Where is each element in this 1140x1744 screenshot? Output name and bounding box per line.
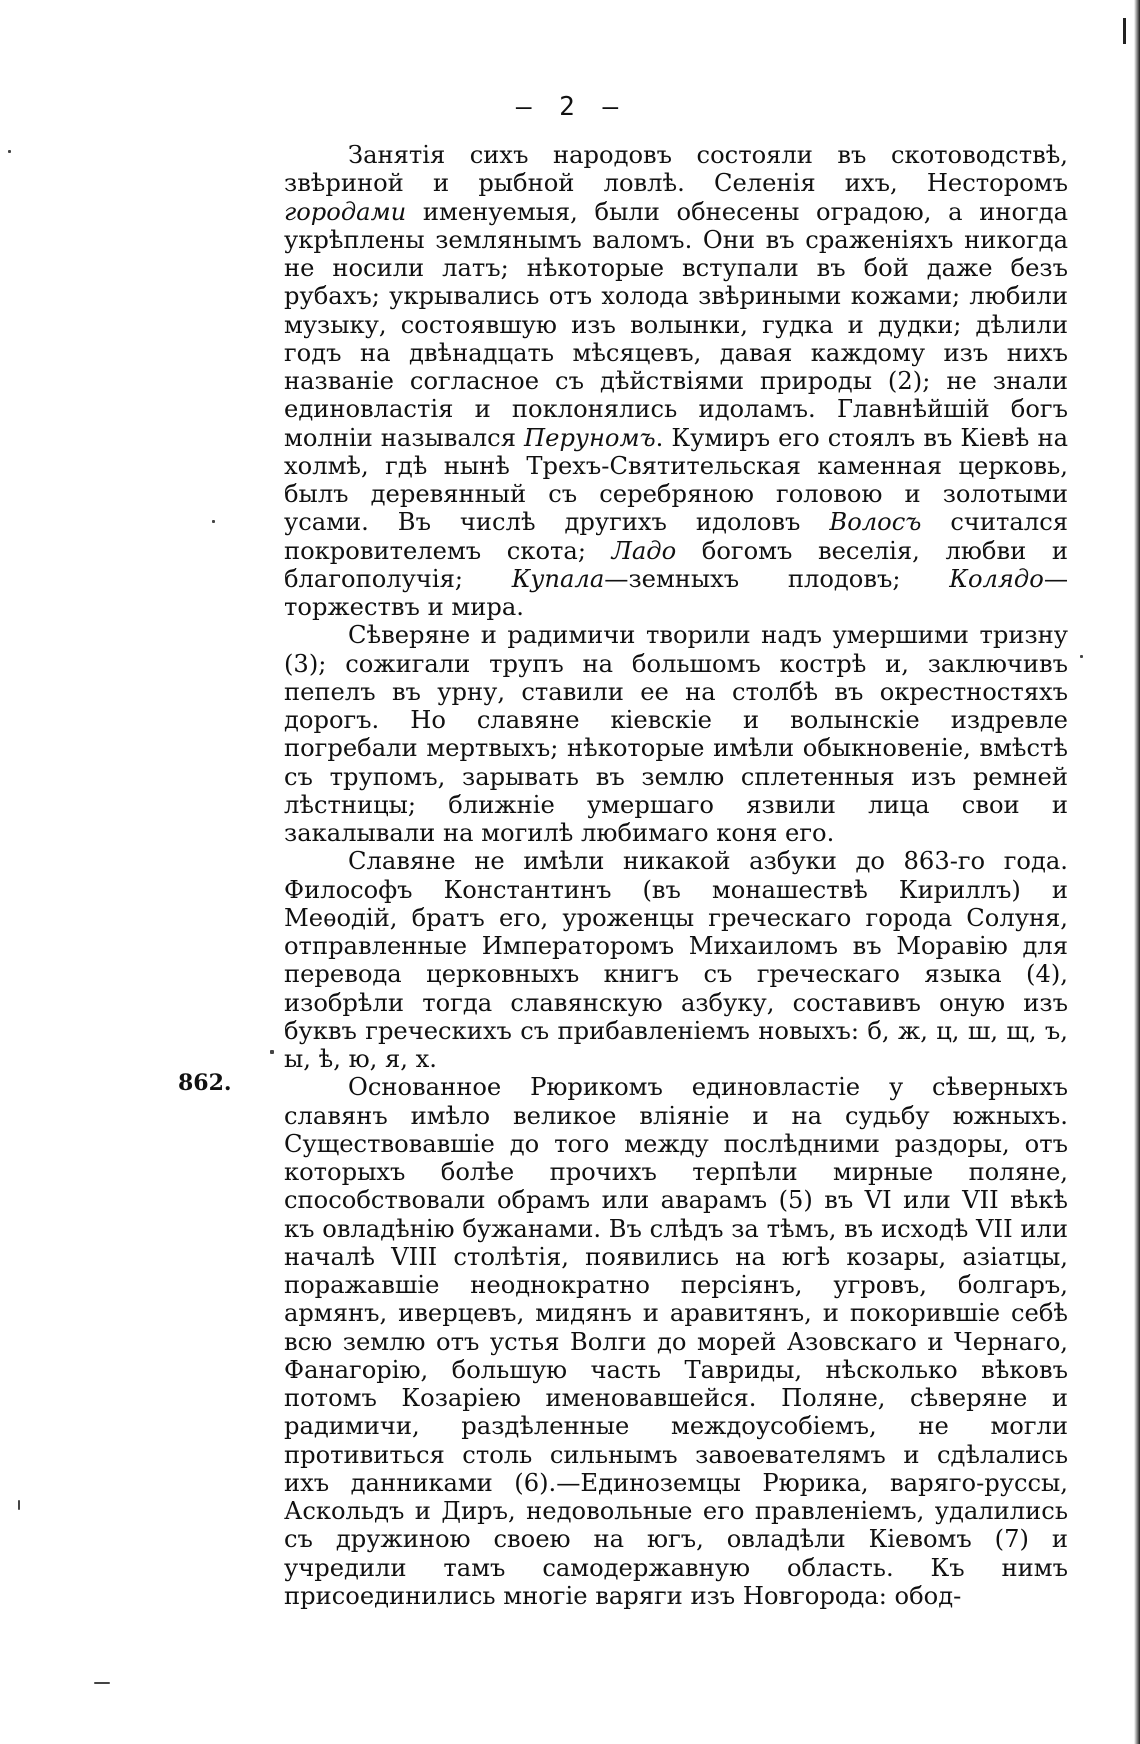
scan-speck	[8, 150, 11, 153]
italic-term: Колядо	[949, 564, 1044, 593]
paragraph-burial-customs	[284, 621, 1068, 847]
italic-term: Ладо	[611, 536, 677, 565]
text-run: считался покровителемъ скота;	[284, 508, 1068, 565]
italic-term: Купала	[511, 564, 605, 593]
scan-edge-mark	[1123, 18, 1126, 44]
italic-term: Волосъ	[829, 508, 922, 537]
text-run: Основанное Рюрикомъ единовластіе у сѣверныхъ славянъ имѣло великое вліяніе и на судьбу южныхъ. Существовавшіе до того между послѣдними раздоры, отъ которыхъ болѣе прочихъ терпѣли мирные поляне, способствовали обрамъ или аварамъ (5) въ VI или VII вѣкѣ къ овладѣнію бужанами. Въ слѣдъ за тѣмъ, въ исходѣ VII или началѣ VIII столѣтія, появились на югѣ козары, азіатцы, поражавшіе неоднократно персіянъ, угровъ, болгаръ, армянъ, иверцевъ, мидянъ и аравитянъ, и покорившіе себѣ всю землю отъ устья Волги до морей Азовскаго и Чернаго, Фанагорію, большую часть Тавриды, нѣсколько вѣковъ потомъ Козаріею именовавшейся. Поляне, сѣверяне и радимичи, раздѣленные междоусобіемъ, не могли противиться столь сильнымъ завоевателямъ и сдѣлались ихъ данниками (6).—Единоземцы Рюрика, варяго-руссы, Аскольдъ и Диръ, недовольные его правленіемъ, удалились съ дружиною своею на югъ, овладѣли Кіевомъ (7) и учредили тамъ самодержавную область. Къ нимъ присоединились многіе варяги изъ Новгорода: обод-	[284, 1073, 1068, 1610]
paragraph-rurik-and-south	[284, 1073, 1068, 1610]
body-text	[284, 141, 1068, 1610]
margin-year-note: 862.	[178, 1070, 232, 1096]
paragraph-occupations-and-gods	[284, 141, 1068, 621]
italic-term: городами	[284, 197, 407, 226]
scan-speck	[1080, 655, 1083, 658]
text-run: —земныхъ плодовъ;	[604, 564, 950, 593]
scan-speck	[18, 1500, 20, 1510]
text-run: . Кумиръ его стоялъ въ Кіевѣ на холмѣ, гдѣ нынѣ Трехъ-Святительская каменная церковь, былъ деревянный съ серебряною головою и золотыми усами. Въ числѣ другихъ идоловъ	[284, 423, 1068, 537]
italic-term: Перуномъ	[524, 423, 656, 452]
page-edge-shadow	[1134, 0, 1140, 1744]
text-run: именуемыя, были обнесены оградою, а иногда укрѣплены землянымъ валомъ. Они въ сраженіяхъ никогда не носили латъ; нѣкоторые вступали въ бой даже безъ рубахъ; укрывались отъ холода звѣриными кожами; любили музыку, состоявшую изъ волынки, гудка и дудки; дѣлили годъ на двѣнадцать мѣсяцевъ, давая каждому изъ нихъ названіе согласное съ дѣйствіями природы (2); не знали единовластія и поклонялись идоламъ. Главнѣйшій богъ молніи назывался	[284, 197, 1068, 452]
scan-speck	[212, 520, 215, 523]
text-run: —торжествъ и мира.	[284, 564, 1068, 621]
text-run: Занятія сихъ народовъ состояли въ скотоводствѣ, звѣриной и рыбной ловлѣ. Селенія ихъ, Несторомъ	[284, 141, 1068, 198]
text-run: богомъ веселія, любви и благополучія;	[284, 536, 1068, 593]
scan-speck	[94, 1682, 110, 1684]
text-run: Славяне не имѣли никакой азбуки до 863-го года. Философъ Константинъ (въ монашествѣ Кириллъ) и Меѳодій, братъ его, уроженцы греческаго города Солуня, отправленные Императоромъ Михаиломъ въ Моравію для перевода церковныхъ книгъ съ греческаго языка (4), изобрѣли тогда славянскую азбуку, составивъ оную изъ буквъ греческихъ съ прибавленіемъ новыхъ: б, ж, ц, ш, щ, ъ, ы, ѣ, ю, я, х.	[284, 847, 1068, 1073]
scan-speck	[270, 1050, 274, 1054]
paragraph-slavic-alphabet	[284, 847, 1068, 1073]
text-run: Сѣверяне и радимичи творили надъ умершими тризну (3); сожигали трупъ на большомъ кострѣ и, заключивъ пепелъ въ урну, ставили ее на столбѣ въ окрестностяхъ дорогъ. Но славяне кіевскіе и волынскіе издревле погребали мертвыхъ; нѣкоторые имѣли обыкновеніе, вмѣстѣ съ трупомъ, зарывать въ землю сплетенныя изъ ремней лѣстницы; ближніе умершаго язвили лица свои и закалывали на могилѣ любимаго коня его.	[284, 621, 1068, 847]
page-number: — 2 —	[515, 92, 625, 122]
